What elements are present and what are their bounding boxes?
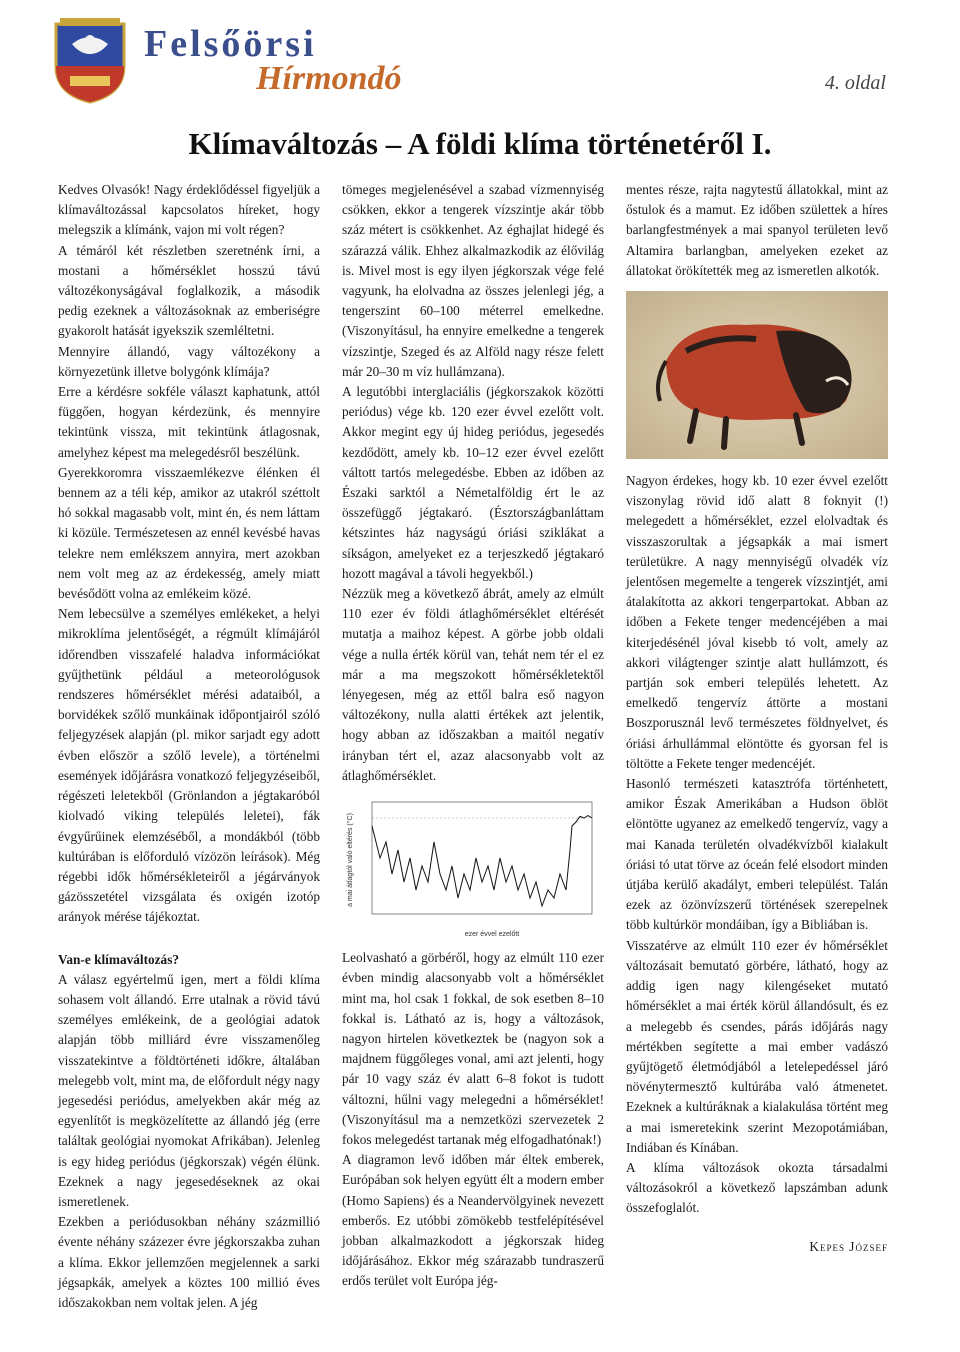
column-1	[58, 180, 320, 1313]
masthead	[144, 22, 484, 102]
paragraph: A témáról két részletben szeretnénk írni, a mostani a hőmérséklet hosszú távú változékonyságával foglalkozik, a második pedig ezeknek a változásoknak az emberiségre gyakorolt hatását igyekszik szemléltetni.	[58, 242, 320, 339]
altamira-bison-painting	[626, 291, 888, 459]
article-title: Klímaváltozás – A földi klíma történetéről I.	[188, 126, 772, 161]
paragraph: A válasz egyértelmű igen, mert a földi klíma sohasem volt állandó. Erre utalnak a rövid távú személyes emlékeink, de a geológiai adatok alapján több milliárd évre visszamenőleg visszatekintve a földtörténeti időkre, általában melegebb volt, mint ma, de előfordult négy nagy jegesedési periódus, amelyekben akár még az egyenlítőt is megközelítette az állandó jég (erre találtak geológiai nyomokat Afrikában). Jelenleg is egy hideg periódus (jégkorszak) végén élünk. Ezeknek a nagy jegesedéseknek az okai ismeretlenek.	[58, 971, 320, 1209]
paragraph: Erre a kérdésre sokféle választ kaphatunk, attól függően, hogyan kérdezünk, és mennyire tekintünk vissza, mit tekintünk átlagosnak, amelyhez képest ma melegedésről beszélünk.	[58, 384, 320, 460]
coat-of-arms-emblem	[50, 14, 130, 106]
paragraph: A diagramon levő időben már éltek emberek, Európában sok helyen együtt élt a modern ember (Homo Sapiens) és a Neandervölgyinek nevezett emberős. Ez utóbbi zömökebb testfelépítésével jobban alkalmazkodott a jégkorszak hideg időjárásához. Ekkor még szárazabb tundraszerű erdős terület volt Európa jég-	[342, 1152, 604, 1289]
paragraph: tömeges megjelenésével a szabad vízmennyiség csökken, ekkor a tengerek vízszintje akár több száz métert is csökkenhet. Az éghajlat hidegé és szárazzá válik. Ehhez alkalmazkodik az élővilág is. Mivel most is egy ilyen jégkorszak vége felé vagyunk, ha elolvadna az összes jelenlegi jég, a tengerszint 60–100 méterrel emelkedne. (Viszonyításul, ha ennyire emelkedne a tengerek vízszintje, Szeged és az Alföld nagy része felett már 20–30 m víz hullámzana).	[342, 182, 604, 379]
section-heading: Van-e klímaváltozás?	[58, 951, 180, 967]
paragraph: A klíma változások okozta társadalmi változásokról a következő lapszámban adunk összefoglalót.	[626, 1159, 888, 1216]
chart-frame	[372, 802, 592, 914]
chart-series-line	[372, 816, 592, 906]
paragraph: Nem lebecsülve a személyes emlékeket, a helyi mikroklíma jelentőségét, a régmúlt klímájáról időrendben visszafelé haladva információkat gyűjthetünk például a meteorológusok rendszeres hőmérséklet mérési adataiból, a borvidékek szőlő munkáinak időpontjairól szóló feljegyzések alapján (pl. mikor sarjadt egy adott évben először a szőlő levele), a történelmi események időjárásra vonatkozó feljegyzéseiből, régészeti leletekből (Grönlandon a jégtakaróból kiolvadó viking település leletei), fák évgyűrűinek elemzéséből, a mondákból (több kultúrában is előforduló vízözön leírások). Még régebbi idők hőmérsékleteiről a jégárványok gázösszetétel vizsgálata és oxigén izotóp arányok mérése tájékoztat.	[58, 606, 320, 925]
column-3	[626, 180, 888, 1257]
paragraph: Kedves Olvasók! Nagy érdeklődéssel figyeljük a klímaváltozással kapcsolatos híreket, hogy melegszik a klímánk, vajon mi volt régen?	[58, 182, 320, 238]
paragraph: Nagyon érdekes, hogy kb. 10 ezer évvel ezelőtt viszonylag rövid idő alatt 8 foknyit (!) melegedett a hőmérséklet, ezzel elolvadtak és visszaszorultak a jégsapkák a mai ismert területükre. A nagy mennyiségű olvadék víz jelentősen megemelte a tengerek vízszintjét, ami átalakította az akkori tengerpartokat. Abban az időben a Fekete tenger medencéjében a mai kiterjedésénél jóval kisebb tó volt, amely az akkori világtenger szintje alatt hullámzott, és partján sok emberi település lehetett. Az emelkedő tengervíz áttörte a mostani Boszporusznál levő természetes földnyelvet, és óriási árhullámmal elöntötte és gyorsan fel is töltötte a Fekete tenger medencéjét.	[626, 473, 888, 771]
chart-x-label: ezer évvel ezelőtt	[464, 931, 520, 939]
paragraph: Gyerekkoromra visszaemlékezve élénken él bennem az a téli kép, amikor az utakról széttolt hó sokkal magasabb volt, mint én, és nem láttam ki közüle. Természetesen az ennél kevésbé havas telekre nem emlékszem annyira, mert azokban nem volt meg az az érdekesség, amely miatt bevésődött volna az emlékeim közé.	[58, 464, 320, 602]
paragraph: A legutóbbi interglaciális (jégkorszakok közötti periódus) vége kb. 120 ezer évvel ezelőtt volt. Akkor megint egy új hideg periódus, jegesedés kezdődött, amely kb. 10–12 ezer évvel ezelőtt váltott tartós melegedésbe. Ebben az időben az Északi sarktól a Németalföldig ért le az összefüggő jégtakaró. (Észtországbanláttam kétszintes ház nagyságú óriási sziklákat a síkságon, amelyeket ez a terjeszkedő jégtakaró hozott magával a távoli hegyekből.)	[342, 384, 604, 581]
column-2	[342, 180, 604, 1292]
author-signature: Kepes József	[809, 1238, 888, 1254]
paragraph: Mennyire állandó, vagy változékony a környezetünk illetve bolygónk klímája?	[58, 343, 320, 379]
chart-y-label: a mai átlagtól való eltérés (°C)	[347, 813, 354, 908]
masthead-subtitle: Hírmondó	[256, 60, 402, 97]
paragraph: Hasonló természeti katasztrófa történhetett, amikor Észak Amerikában a Hudson öblöt elöntötte ugyanez az emelkedő tengervíz, vagy a mai Kanada területén olvadékvízből kialakult óriási tó utat törve az óceán felé elsodort minden útjába kerülő akadályt, emberi települést. Talán ezek az özönvízszerű történések szerepelnek több kultúrkör mondáiban, így a Bibliában is.	[626, 776, 888, 933]
paragraph: Ezekben a periódusokban néhány százmillió évente néhány százezer évre jégkorszakba zuhan a klíma. Ekkor jellemzően megjelennek a sarki jégsapkák, amelyek a köztes 100 millió éves időszakokban nem voltak jelen. A jég	[58, 1214, 320, 1310]
paragraph: Nézzük meg a következő ábrát, amely az elmúlt 110 ezer év földi átlaghőmérséklet eltérését mutatja a maihoz képest. A görbe jobb oldali vége a nulla érték körül van, tehát nem tér el ez már a ma megszokott hőmérsékletektől lényegesen, még az ettől balra eső nagyon változékony, nulla alatti értékek azt jelentik, hogy abban az időszakban a maitól negatív irányban tért el, azaz alacsonyabb volt az átlaghőmérséklet.	[342, 586, 604, 783]
temperature-chart	[342, 790, 604, 940]
paragraph: mentes része, rajta nagytestű állatokkal, mint az őstulok és a mamut. Ez időben születtek a híres barlangfestmények a mai spanyol területen levő Altamira barlangban, amelyeken ezeket az állatokat örökítették meg az ismeretlen alkotók.	[626, 182, 888, 278]
paragraph: Visszatérve az elmúlt 110 ezer év hőmérséklet változásait bemutató görbére, látható, hogy az addig igen nagy kilengéseket mutató hőmérséklet a mai érték körül állandósult, és ez a melegebb és csendes, párás időjárás nagy mértékben segítette a mai ember vadászó gyűjtögető életmódjából a letelepedéssel járó növénytermesztő kultúrába való átmenetet. Ezeknek a kultúráknak a kialakulása történt meg a mai ismeretekink szerint Mezopotámiában, Indiában és Kínában.	[626, 937, 888, 1155]
page-number: 4. oldal	[824, 72, 886, 94]
paragraph: Leolvasható a görbéről, hogy az elmúlt 110 ezer évben mindig alacsonyabb volt a hőmérséklet mint ma, hol csak 1 fokkal, de sok esetben 8–10 fokkal is. Látható az is, hogy a változások, nagyon hirtelen következtek be (nagyon sok a majdnem függőleges vonal, ami azt jelenti, hogy pár 10 vagy száz év alatt 6–8 fokot is tudott változni, hűlni vagy melegedni a hőmérséklet! (Viszonyításul ma a nemzetközi szervezetek 2 fokos melegedést tartanak még elfogadhatónak!)	[342, 950, 604, 1147]
masthead-title: Felsőörsi	[144, 23, 317, 65]
